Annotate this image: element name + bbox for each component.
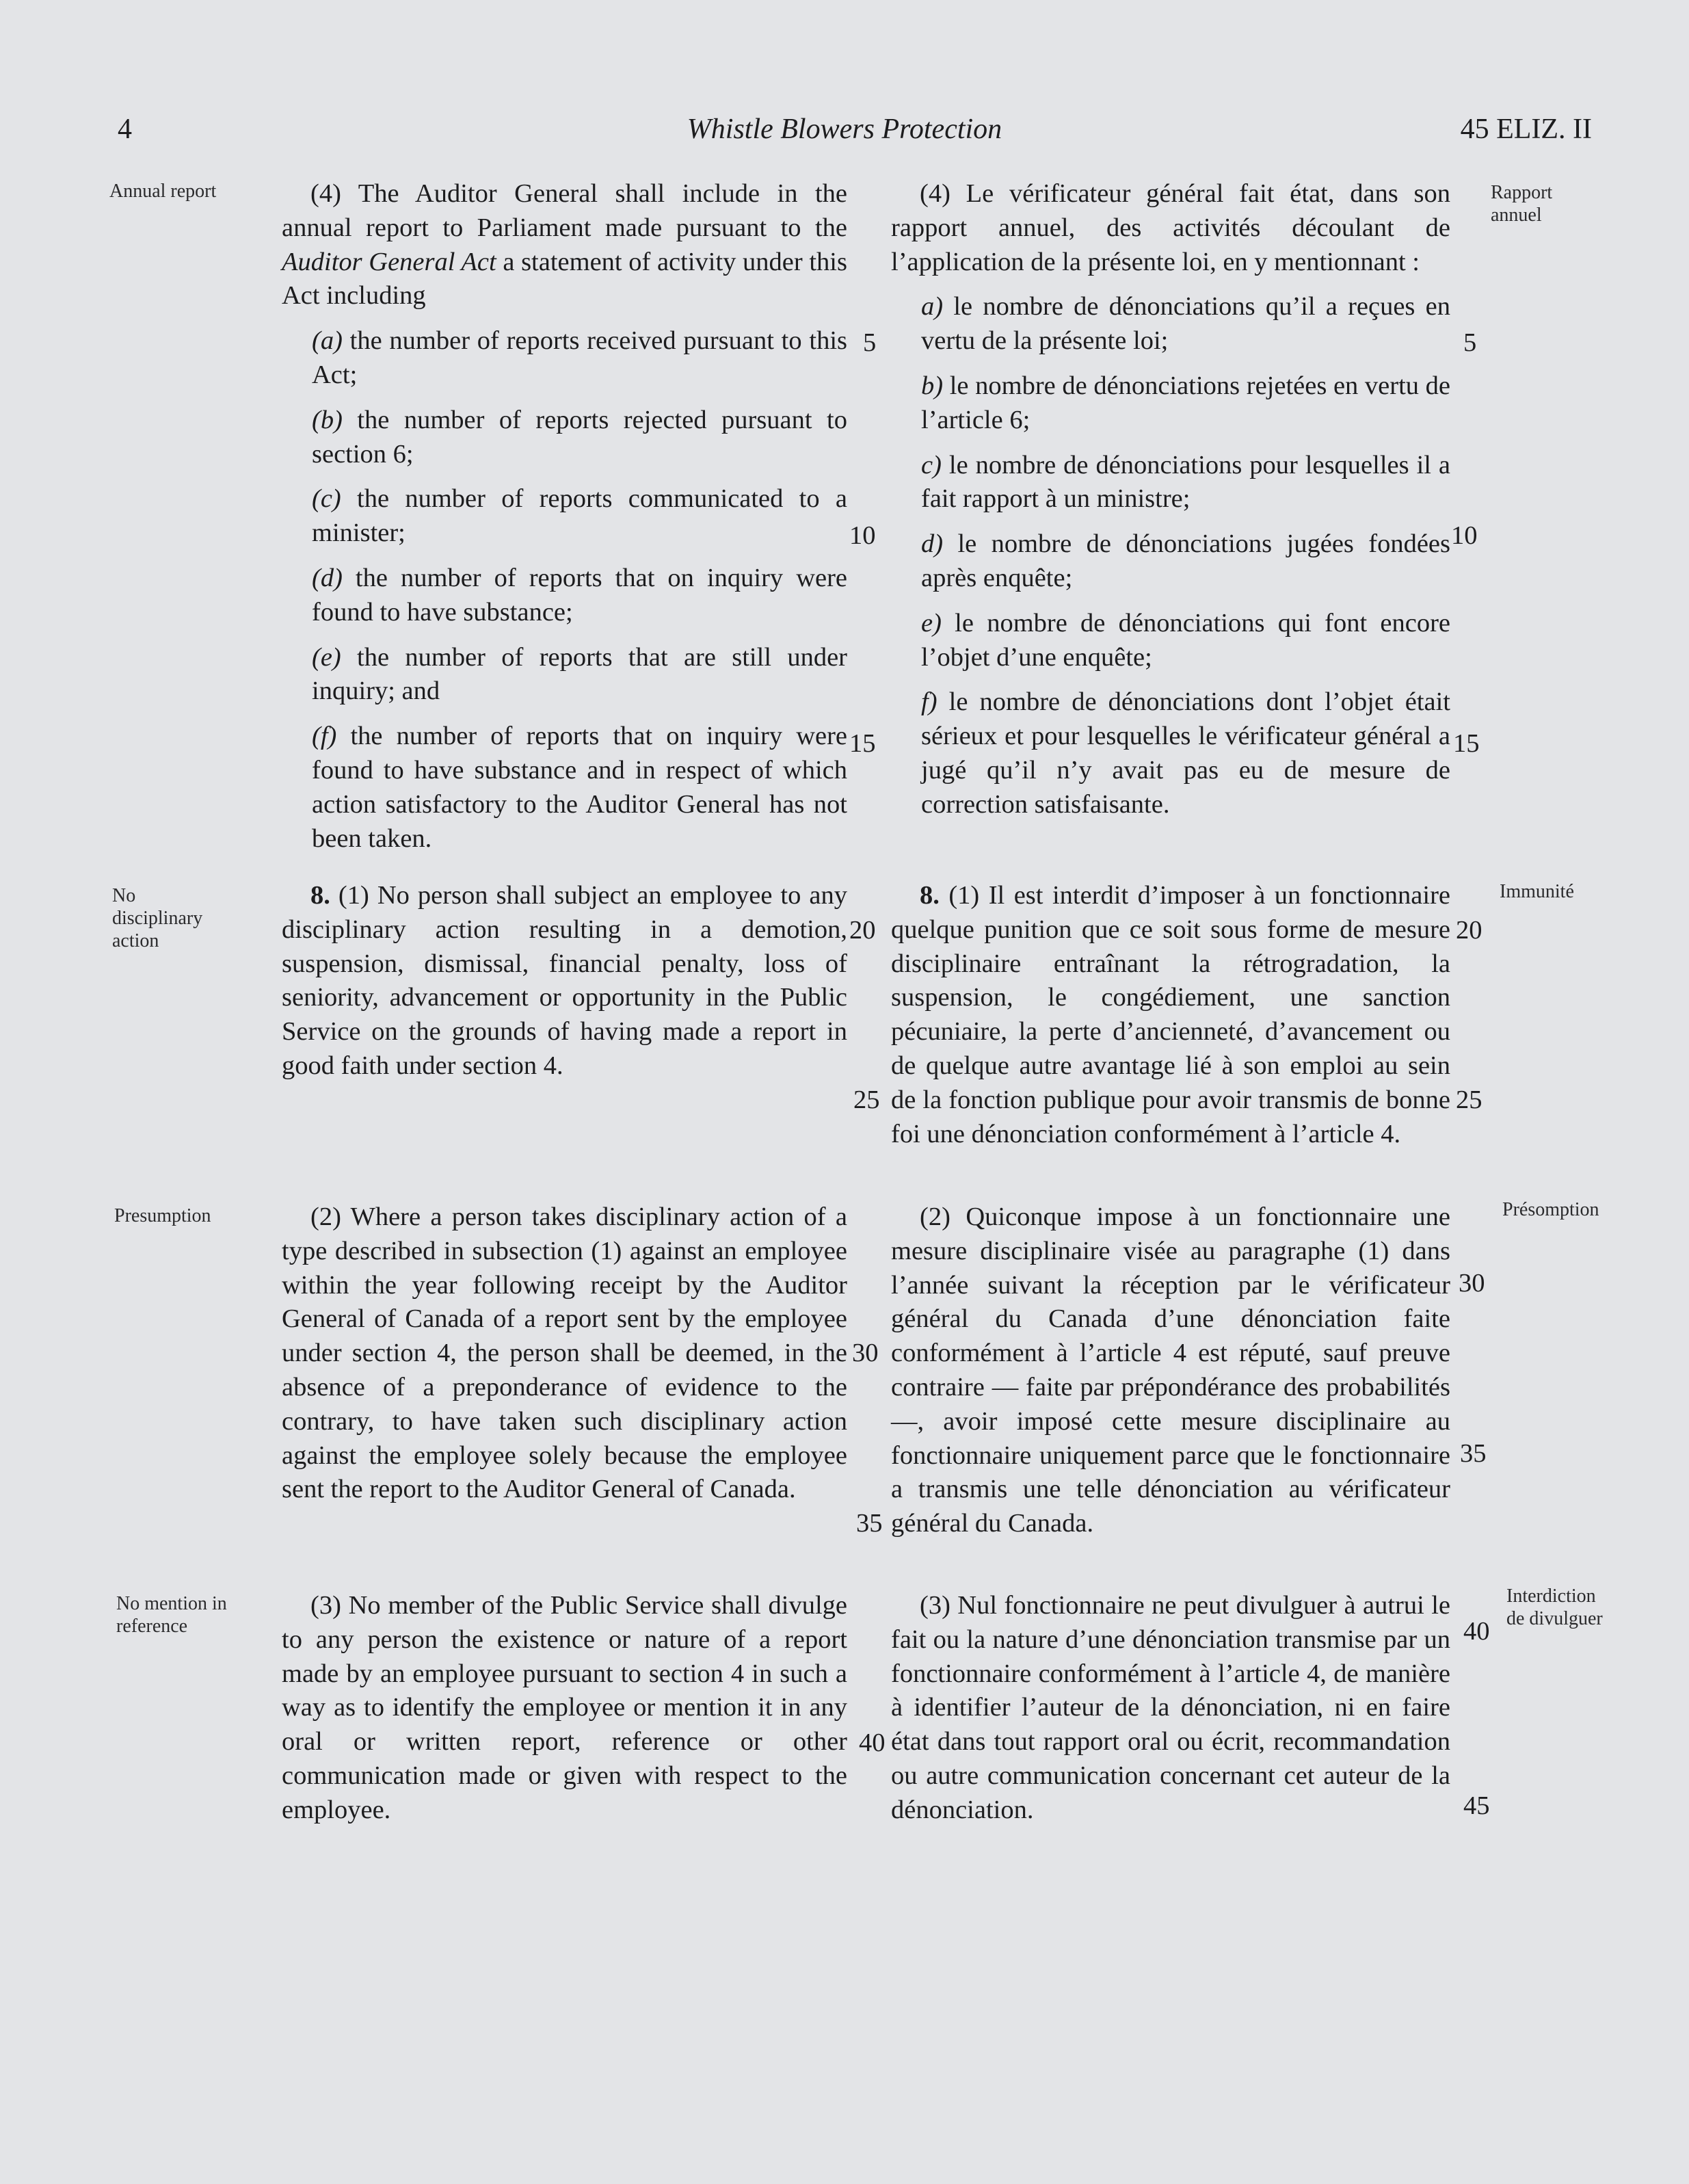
citation [1461, 111, 1592, 148]
line-number: 20 [1456, 916, 1482, 945]
en-section-8-1: 8. (1) No person shall subject an employee to any disciplinary action resulting in a demotion, suspension, dismissal, financial penalty, loss of seniority, advancement or opportunity in the Public Service on the grounds of having made a report in good faith under section 4. [282, 881, 847, 1080]
fr-item-e: e) le nombre de dénonciations qui font encore l’objet d’une enquête; [921, 608, 1450, 672]
line-number: 5 [1463, 328, 1477, 357]
line-number: 35 [856, 1509, 883, 1538]
sidenote-immunite: Immunité [1500, 881, 1574, 902]
sidenote-rapport-annuel: Rapport annuel [1491, 182, 1553, 226]
sidenote-no-mention-in-reference: No mention in reference [116, 1593, 227, 1637]
fr-item-c: c) le nombre de dénonciations pour lesquelles il a fait rapport à un ministre; [921, 450, 1450, 514]
fr-item-a: a) le nombre de dénonciations qu’il a reçues en vertu de la présente loi; [921, 292, 1450, 356]
line-number: 10 [849, 521, 876, 550]
fr-item-d: d) le nombre de dénonciations jugées fondées après enquête; [921, 529, 1450, 592]
sidenote-annual-report: Annual report [109, 181, 217, 202]
en-item-a: (a) the number of reports received pursuant to this Act; [312, 326, 847, 389]
en-annual-report-intro: (4) The Auditor General shall include in the annual report to Parliament made pursuant to the Auditor General Act a statement of activity under this Act including [282, 179, 847, 311]
page-number: 4 [118, 114, 132, 145]
en-item-c: (c) the number of reports communicated to a minister; [312, 484, 847, 548]
sidenote-interdiction-de-divulguer: Interdiction de divulguer [1506, 1586, 1603, 1629]
en-section-8-3: (3) No member of the Public Service shall divulge to any person the existence or nature of a report made by an employee pursuant to section 4 in such a way as to identify the employee or mention it in any oral or written report, reference or other communication made or given with respect to the employee. [282, 1591, 847, 1824]
line-number: 30 [1459, 1269, 1485, 1298]
running-title: Whistle Blowers Protection [687, 114, 1002, 145]
line-number: 10 [1451, 521, 1478, 550]
line-number: 15 [849, 729, 876, 758]
fr-section-8-2: (2) Quiconque impose à un fonctionnaire une mesure disciplinaire visée au paragraphe (1) dans l’année suivant la réception par le vérificateur général du Canada d’une dénonciation faite conformément à l’article 4 est réputé, sauf preuve contraire — faite par prépondérance des probabilités —, avoir imposé cette mesure disciplinaire au fonctionnaire uniquement parce que le fonctionnaire a transmis une telle dénonciation au vérificateur général du Canada. [891, 1202, 1450, 1538]
line-number: 30 [852, 1339, 879, 1367]
fr-annual-report-intro: (4) Le vérificateur général fait état, dans son rapport annuel, des activités découlant de l’application de la présente loi, en y mentionnant : [891, 179, 1450, 276]
line-number: 5 [863, 328, 877, 357]
fr-subsection-7-4 [891, 177, 1450, 822]
line-number: 40 [1463, 1617, 1490, 1646]
sidenote-presumption: Presumption [114, 1205, 211, 1226]
en-item-f: (f) the number of reports that on inquiry were found to have substance and in respect of which action satisfactory to the Auditor General has not been taken. [312, 722, 847, 853]
line-number: 15 [1453, 729, 1480, 758]
line-number: 45 [1463, 1791, 1490, 1820]
en-item-e: (e) the number of reports that are still under inquiry; and [312, 642, 847, 706]
line-number: 40 [859, 1728, 886, 1757]
line-number: 25 [853, 1086, 880, 1114]
fr-item-f: f) le nombre de dénonciations dont l’objet était sérieux et pour lesquelles le vérificateur général a jugé qu’il n’y avait pas eu de mesure de correction satisfaisante. [921, 687, 1450, 819]
line-number: 35 [1460, 1439, 1487, 1468]
fr-item-b: b) le nombre de dénonciations rejetées en vertu de l’article 6; [921, 371, 1450, 434]
citation-text: 45 ELIZ. II [1460, 114, 1592, 145]
en-item-b: (b) the number of reports rejected pursuant to section 6; [312, 405, 847, 469]
line-number: 20 [849, 916, 876, 945]
en-item-d: (d) the number of reports that on inquiry were found to have substance; [312, 563, 847, 627]
fr-section-8-3: (3) Nul fonctionnaire ne peut divulguer à autrui le fait ou la nature d’une dénonciation transmise par un fonctionnaire conformément à l’article 4, de manière à identifier l’auteur de la dénonciation, ni en faire état dans tout rapport oral ou écrit, recommandation ou autre communication concernant cet auteur de la dénonciation. [891, 1591, 1450, 1824]
fr-section-8-1: 8. (1) Il est interdit d’imposer à un fonctionnaire quelque punition que ce soit sous forme de mesure disciplinaire entraînant la rétrogradation, la suspension, le congédiement, une sanction pécuniaire, la perte d’ancienneté, d’avancement ou de quelque autre avantage lié à son emploi au sein de la fonction publique pour avoir transmis de bonne foi une dénonciation conformément à l’article 4. [891, 881, 1450, 1148]
en-section-8-2: (2) Where a person takes disciplinary action of a type described in subsection (1) against an employee within the year following receipt by the Auditor General of Canada of a report sent by the employee under section 4, the person shall be deemed, in the absence of a preponderance of evidence to the contrary, to have taken such disciplinary action against the employee solely because the employee sent the report to the Auditor General of Canada. [282, 1202, 847, 1504]
sidenote-presomption: Présomption [1502, 1199, 1599, 1220]
en-subsection-7-4 [282, 177, 847, 856]
sidenote-no-disciplinary-action: No disciplinary action [112, 885, 203, 951]
line-number: 25 [1456, 1086, 1482, 1114]
